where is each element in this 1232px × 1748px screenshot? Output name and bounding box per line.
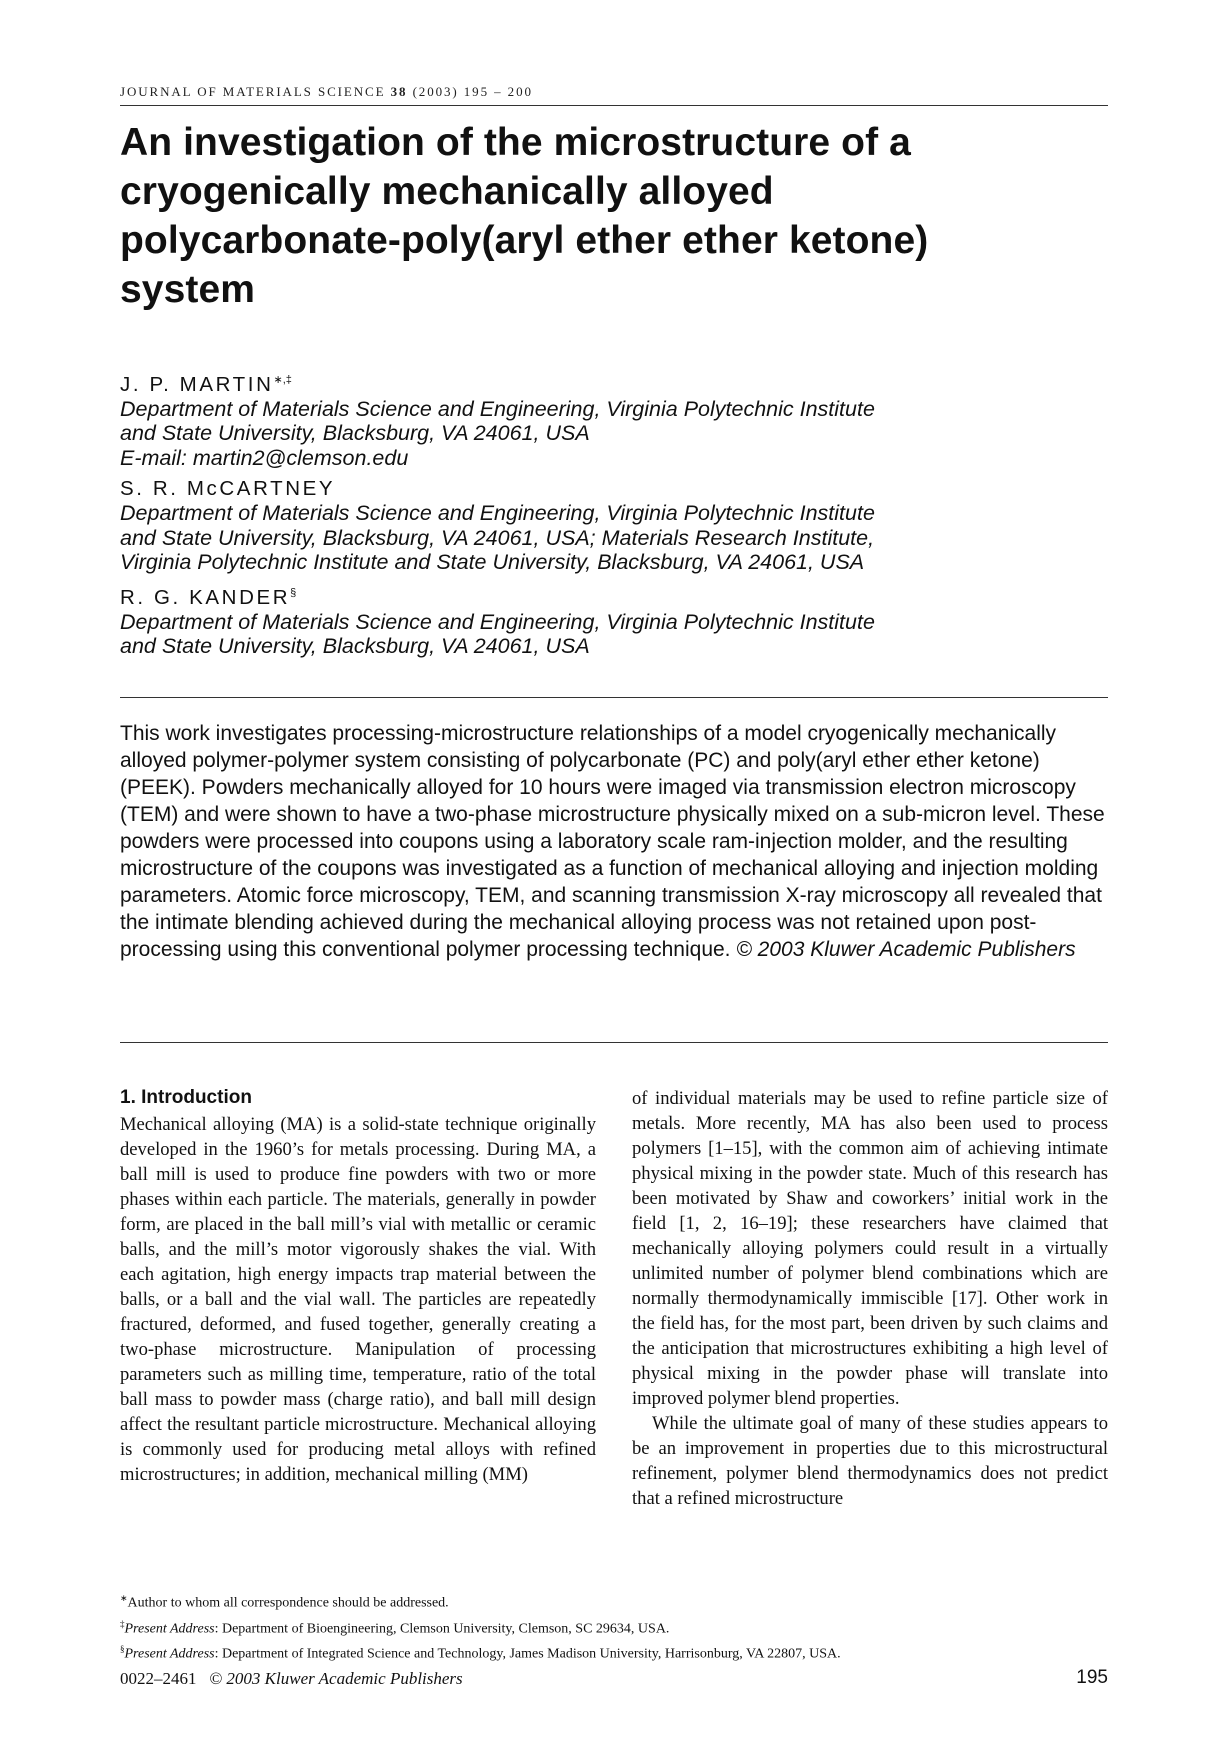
footer-copyright: © 2003 Kluwer Academic Publishers — [209, 1669, 463, 1688]
author-affiliation-line: Department of Materials Science and Engineering, Virginia Polytechnic Institute — [120, 501, 875, 526]
author-marks: § — [290, 586, 297, 599]
journal-name: JOURNAL OF MATERIALS SCIENCE — [120, 84, 386, 99]
abstract-text: This work investigates processing-microstructure relationships of a model cryogenically mechanically alloyed polymer-polymer system consisting of polycarbonate (PC) and poly(aryl ether ether ketone) (PEEK). Powders mechanically alloyed for 10 hours were imaged via transmission electron microscopy (TEM) and were shown to have a two-phase microstructure physically mixed on a sub-micron level. These powders were processed into coupons using a laboratory scale ram-injection molder, and the resulting microstructure of the coupons was investigated as a function of mechanical alloying and injection molding parameters. Atomic force microscopy, TEM, and scanning transmission X-ray microscopy all revealed that the intimate blending achieved during the mechanical alloying process was not retained upon post-processing using this conventional polymer processing technique. — [120, 722, 1105, 961]
author-affiliation-line: Department of Materials Science and Engineering, Virginia Polytechnic Institute — [120, 396, 875, 421]
author-email[interactable]: E-mail: martin2@clemson.edu — [120, 445, 409, 470]
author-name: S. R. McCARTNEY — [120, 477, 336, 501]
author-marks: ∗,‡ — [273, 374, 292, 386]
body-paragraph: While the ultimate goal of many of these studies appears to be an improvement in properties due to this microstructural refinement, polymer blend thermodynamics does not predict that a refined microstructure — [632, 1413, 1108, 1509]
body-column-right — [632, 1086, 1108, 1511]
author-affiliation-line: and State University, Blacksburg, VA 24061, USA; Materials Research Institute, — [120, 525, 875, 550]
footnote: ‡Present Address: Department of Bioengineering, Clemson University, Clemson, SC 29634, USA. — [120, 1618, 670, 1637]
author-block — [120, 368, 1020, 470]
journal-year-pages: (2003) 195 – 200 — [412, 84, 533, 99]
author-affiliation-line: and State University, Blacksburg, VA 24061, USA — [120, 634, 590, 659]
page-number: 195 — [1076, 1667, 1108, 1688]
journal-header — [120, 84, 1108, 100]
author-list — [120, 368, 1020, 665]
article-title: An investigation of the microstructure of a cryogenically mechanically alloyed polycarbonate-poly(aryl ether ether ketone) system — [120, 121, 929, 311]
author-affiliation-line: Department of Materials Science and Engineering, Virginia Polytechnic Institute — [120, 609, 875, 634]
abstract-copyright: © 2003 Kluwer Academic Publishers — [736, 938, 1076, 961]
author-block — [120, 476, 1020, 575]
author-affiliation-line: and State University, Blacksburg, VA 24061, USA — [120, 421, 590, 446]
abstract-bottom-divider — [120, 1042, 1108, 1043]
header-divider — [120, 105, 1108, 106]
author-affiliation-line: Virginia Polytechnic Institute and State University, Blacksburg, VA 24061, USA — [120, 550, 865, 575]
body-paragraph: of individual materials may be used to refine particle size of metals. More recently, MA has also been used to process polymers [1–15], with the common aim of achieving intimate physical mixing in the powder state. Much of this research has been motivated by Shaw and coworkers’ initial work in the field [1, 2, 16–19]; these researchers have claimed that mechanically alloying polymers could result in a virtually unlimited number of polymer blend combinations which are normally thermodynamically immiscible [17]. Other work in the field has, for the most part, been driven by such claims and the anticipation that microstructures exhibiting a high level of physical mixing in the powder phase will translate into improved polymer blend properties. — [632, 1088, 1108, 1409]
article-page — [120, 0, 1108, 1748]
body-paragraph: Mechanical alloying (MA) is a solid-state technique originally developed in the 1960’s for metals processing. During MA, a ball mill is used to produce fine powders with two or more phases within each particle. The materials, generally in powder form, are placed in the ball mill’s vial with metallic or ceramic balls, and the mill’s motor vigorously shakes the vial. With each agitation, high energy impacts trap material between the balls, or a ball and the vial wall. The particles are repeatedly fractured, deformed, and fused together, generally creating a two-phase microstructure. Manipulation of processing parameters such as milling time, temperature, ratio of the total ball mass to powder mass (charge ratio), and ball mill design affect the resultant particle microstructure. Mechanical alloying is commonly used for producing metal alloys with refined microstructures; in addition, mechanical milling (MM) — [120, 1114, 596, 1485]
section-heading: 1. Introduction — [120, 1087, 252, 1108]
footnote: §Present Address: Department of Integrated Science and Technology, James Madison University, Harrisonburg, VA 22807, USA. — [120, 1644, 841, 1662]
journal-volume: 38 — [390, 84, 408, 99]
footnote: ∗Author to whom all correspondence should be addressed. — [120, 1593, 449, 1611]
author-name: R. G. KANDER§ — [120, 585, 297, 609]
author-block — [120, 581, 1020, 659]
author-name: J. P. MARTIN∗,‡ — [120, 372, 292, 396]
body-column-left — [120, 1086, 596, 1487]
abstract — [120, 720, 1108, 963]
footer-issn: 0022–2461 © 2003 Kluwer Academic Publishers — [120, 1669, 463, 1688]
footnotes — [120, 1588, 1108, 1665]
abstract-top-divider — [120, 697, 1108, 698]
